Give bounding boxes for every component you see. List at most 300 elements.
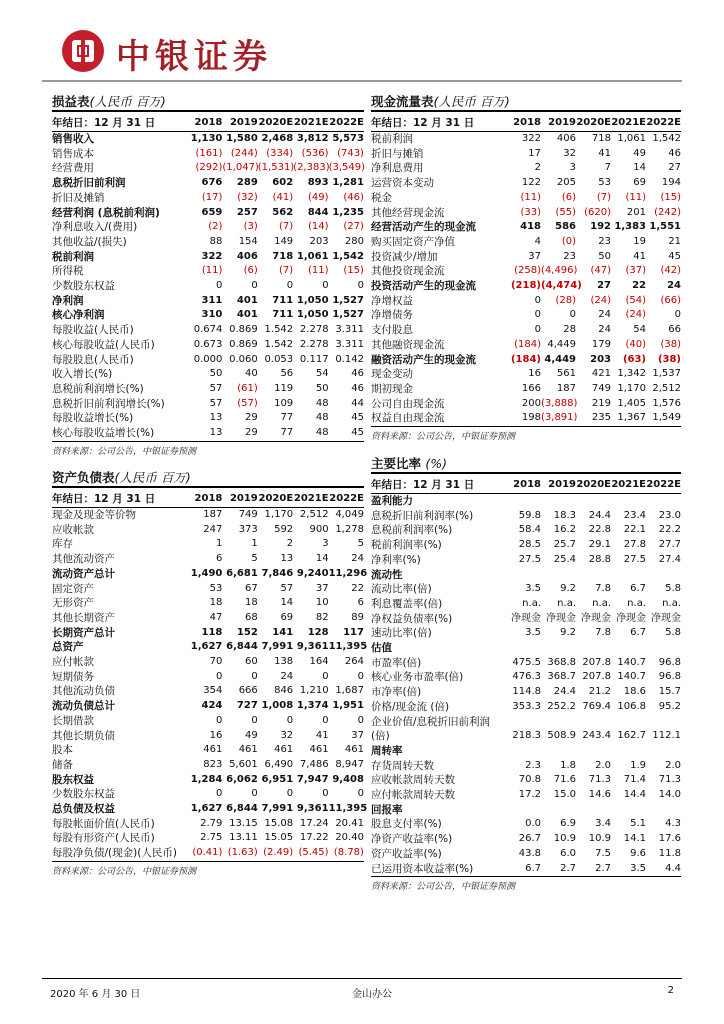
value-cell: 24	[598, 324, 611, 336]
value-cell: 14.4	[623, 789, 646, 801]
value-cell: 88	[209, 235, 223, 247]
value-cell: 14	[315, 553, 329, 565]
row-label: 流动性	[371, 568, 403, 581]
table-row	[371, 367, 681, 382]
value-cell: 13.15	[229, 817, 258, 829]
value-cell: 1,061	[296, 250, 329, 262]
row-label: 少数股东权益	[52, 788, 115, 801]
value-cell: 354	[203, 685, 223, 697]
row-label: 息税前利润率(%)	[371, 524, 453, 537]
table-row	[371, 235, 681, 250]
value-cell: 4.3	[665, 818, 681, 830]
table-row	[371, 862, 681, 878]
value-cell: (620)	[584, 206, 611, 218]
value-cell: 1,284	[190, 773, 223, 785]
row-label: 每股净负债/(现金)(人民币)	[52, 847, 177, 860]
header-year-cell: 2021E	[293, 493, 329, 504]
value-cell: 7.8	[595, 583, 611, 595]
value-cell: 2	[534, 162, 541, 174]
value-cell: 49	[245, 729, 258, 741]
value-cell: 14	[280, 597, 294, 609]
value-cell: 749	[591, 382, 611, 394]
value-cell: 37	[528, 250, 541, 262]
row-label: 流动比率(倍)	[371, 583, 432, 596]
value-cell: 1,374	[296, 700, 329, 712]
row-label: 存货周转天数	[371, 759, 434, 772]
value-cell: 322	[521, 133, 541, 144]
table-row	[371, 206, 681, 221]
value-cell: 1,061	[617, 133, 646, 144]
row-label: 长期借款	[52, 714, 94, 727]
value-cell: 203	[309, 235, 329, 247]
value-cell: 7,947	[296, 773, 329, 785]
value-cell: (54)	[625, 294, 646, 306]
value-cell: 310	[201, 309, 223, 321]
table-row	[52, 670, 364, 685]
header-year-cell: 2021E	[611, 479, 646, 490]
table-row	[52, 802, 368, 817]
row-label: 应付帐款周转天数	[371, 789, 455, 802]
table-row	[371, 494, 681, 509]
value-cell: 22.2	[658, 524, 681, 536]
value-cell	[576, 494, 611, 509]
row-label: 储备	[52, 758, 73, 771]
value-cell: 45	[668, 250, 681, 262]
value-cell: (49)	[308, 191, 329, 203]
table-row	[52, 250, 364, 265]
row-label: 支付股息	[371, 324, 413, 337]
value-cell: 54	[633, 324, 646, 336]
value-cell: 1.542	[264, 324, 294, 336]
table-row	[52, 235, 364, 250]
value-cell: 219	[591, 397, 611, 409]
row-label: 公司自由现金流	[371, 397, 445, 410]
table-row	[52, 773, 364, 788]
value-cell: 23	[598, 235, 611, 247]
value-cell	[506, 568, 541, 583]
value-cell: 0.673	[193, 338, 223, 350]
value-cell	[506, 641, 541, 656]
value-cell: 20.40	[335, 832, 364, 844]
table-row	[52, 582, 364, 597]
row-label: 其他流动负债	[52, 685, 115, 698]
value-cell: 311	[201, 294, 223, 306]
row-label: 收入增长(%)	[52, 368, 113, 381]
row-label: 销售成本	[52, 147, 94, 160]
row-label: 折旧及摊销	[52, 191, 105, 204]
value-cell: 112.1	[652, 730, 681, 742]
table-row	[52, 323, 364, 338]
value-cell: 666	[238, 685, 258, 697]
header-year-cell: 2021E	[611, 117, 646, 128]
value-cell: 280	[344, 235, 364, 247]
value-cell: (32)	[237, 191, 258, 203]
value-cell: (4,474)	[541, 280, 582, 292]
table-row	[52, 743, 364, 758]
row-label: 息税折旧前利润	[52, 177, 126, 190]
table-row	[371, 279, 681, 294]
value-cell: 846	[274, 685, 294, 697]
report-date: 2020 年 6 月 30 日	[50, 989, 141, 1000]
value-cell: 29	[245, 412, 258, 424]
value-cell: (40)	[625, 338, 646, 350]
value-cell: (11)	[201, 265, 223, 277]
value-cell: n.a.	[522, 597, 541, 609]
value-cell: 60	[245, 656, 258, 668]
value-cell: (0)	[561, 235, 576, 247]
value-cell: 0	[251, 670, 258, 682]
row-label: 其他经营现金流	[371, 206, 445, 219]
value-cell: 718	[591, 133, 611, 144]
table-body	[371, 494, 681, 877]
value-cell: n.a.	[662, 597, 681, 609]
value-cell	[611, 744, 646, 759]
value-cell: 1,542	[652, 133, 681, 144]
row-label: 周转率	[371, 744, 403, 757]
row-label: 应付帐款	[52, 656, 94, 669]
value-cell: 3,812	[296, 133, 329, 144]
value-cell: (1.63)	[227, 847, 258, 859]
value-cell: 187	[203, 509, 223, 520]
table-title: 现金流量表(人民币 百万)	[371, 92, 681, 112]
row-label: 投资减少/增加	[371, 250, 438, 263]
value-cell: 59.8	[518, 509, 541, 521]
value-cell: 46	[351, 368, 364, 380]
value-cell: n.a.	[627, 597, 646, 609]
value-cell	[541, 568, 576, 583]
table-row	[52, 537, 364, 552]
value-cell: (11)	[308, 265, 329, 277]
value-cell: 1,170	[264, 509, 294, 520]
header-year-cell: 2019	[229, 493, 258, 504]
table-row	[52, 684, 364, 699]
value-cell	[541, 744, 576, 759]
value-cell: 0	[216, 670, 223, 682]
value-cell: 6	[216, 553, 223, 565]
header-year-cell: 2018	[194, 117, 223, 128]
value-cell: (3)	[243, 221, 258, 233]
header-year-cell: 2018	[513, 117, 541, 128]
value-cell: 0	[569, 309, 576, 321]
cash-flow-table	[371, 92, 681, 445]
value-cell: (42)	[660, 265, 681, 277]
value-cell: 4,449	[547, 338, 576, 350]
value-cell: 769.4	[582, 700, 611, 712]
value-cell: 82	[315, 611, 329, 623]
row-label: 每股帐面价值(人民币)	[52, 817, 155, 830]
value-cell: 0	[251, 714, 258, 726]
value-cell: 602	[272, 177, 294, 189]
row-label: 销售收入	[52, 133, 94, 145]
row-label: 其他长期负债	[52, 729, 115, 742]
value-cell: 95.2	[658, 700, 681, 712]
value-cell: 418	[520, 221, 541, 233]
value-cell: 118	[201, 626, 223, 638]
value-cell: 28	[563, 324, 576, 336]
value-cell: 15.08	[264, 817, 294, 829]
row-label: 每股有形资产(人民币)	[52, 832, 155, 845]
value-cell: 24.4	[553, 686, 576, 698]
value-cell: 11,395	[328, 641, 368, 653]
row-label: 价格/现金流 (倍)	[371, 700, 450, 713]
value-cell: 7	[604, 162, 611, 174]
value-cell: 43.8	[518, 847, 541, 859]
value-cell: 5,573	[332, 133, 364, 144]
row-label: 总资产	[52, 641, 84, 654]
table-header-row	[371, 476, 681, 494]
income-statement-table	[52, 92, 364, 459]
value-cell: 140.7	[617, 656, 646, 668]
table-row	[52, 411, 364, 426]
value-cell: 289	[236, 177, 258, 189]
brand-name: 中银证券	[116, 37, 272, 77]
table-row	[52, 206, 364, 221]
value-cell: 9.2	[560, 583, 576, 595]
value-cell: 66	[668, 324, 681, 336]
value-cell: 264	[344, 656, 364, 668]
table-row	[52, 817, 364, 832]
value-cell: 353.3	[512, 700, 541, 712]
value-cell: 109	[274, 397, 294, 409]
value-cell: 3.311	[335, 338, 364, 350]
value-cell: 20.41	[335, 817, 364, 829]
value-cell: 9,361	[296, 803, 329, 815]
value-cell: 29.1	[588, 539, 611, 551]
value-cell: 179	[591, 338, 611, 350]
table-row	[371, 803, 681, 818]
value-cell: (2,383)	[293, 162, 330, 174]
value-cell: 149	[274, 235, 294, 247]
value-cell: 893	[307, 177, 329, 189]
value-cell: 22	[351, 582, 364, 594]
table-row	[52, 353, 364, 368]
value-cell: (3,891)	[541, 412, 578, 424]
value-cell: 368.8	[547, 656, 576, 668]
value-cell: 0.0	[525, 818, 541, 830]
row-label: 所得税	[52, 265, 84, 278]
row-label: 净权益负债率(%)	[371, 612, 453, 625]
value-cell: 48	[315, 427, 329, 439]
value-cell: 1,281	[332, 177, 364, 189]
row-label: 息税折旧前利润增长(%)	[52, 397, 165, 410]
value-cell: (63)	[622, 353, 646, 365]
value-cell: 32	[563, 147, 576, 159]
value-cell: 476.3	[512, 671, 541, 683]
table-row	[371, 538, 681, 553]
value-cell: 166	[521, 382, 541, 394]
value-cell: 70.8	[518, 774, 541, 786]
source-note: 资料来源：公司公告，中银证券预测	[52, 446, 197, 457]
table-row	[371, 817, 681, 832]
table-row	[52, 279, 364, 294]
value-cell: 6,062	[226, 773, 258, 785]
value-cell: 4,449	[544, 353, 576, 365]
value-cell: 0	[357, 788, 364, 800]
value-cell: 27.4	[658, 553, 681, 565]
value-cell: 46	[668, 147, 681, 159]
value-cell: 57	[209, 382, 223, 394]
table-row	[371, 176, 681, 191]
value-cell: 14.1	[623, 833, 646, 845]
row-label: 融资活动产生的现金流	[371, 353, 476, 366]
table-row	[52, 161, 364, 176]
table-row	[371, 568, 681, 583]
value-cell: 711	[272, 294, 294, 306]
value-cell: 8,947	[335, 758, 364, 770]
value-cell: 3.5	[525, 583, 541, 595]
value-cell: 243.4	[582, 730, 611, 742]
value-cell: 1,527	[332, 309, 364, 321]
row-label: 固定资产	[52, 582, 94, 595]
value-cell: (37)	[625, 265, 646, 277]
row-label: 其他投资现金流	[371, 265, 445, 278]
source-note: 资料来源：公司公告，中银证券预测	[371, 882, 516, 893]
value-cell: 2.79	[200, 817, 223, 829]
value-cell: 净现金	[546, 612, 576, 624]
table-row	[52, 294, 364, 309]
row-label: 盈利能力	[371, 495, 413, 507]
value-cell: 0	[357, 670, 364, 682]
table-row	[371, 308, 681, 323]
value-cell: (8.78)	[333, 847, 364, 859]
value-cell: (15)	[343, 265, 364, 277]
value-cell: 7.8	[595, 627, 611, 639]
value-cell: 461	[238, 744, 258, 756]
value-cell: 122	[521, 177, 541, 189]
value-cell: 6.7	[525, 862, 541, 874]
value-cell: 17.22	[299, 832, 329, 844]
value-cell	[646, 744, 681, 759]
value-cell: 57	[280, 582, 294, 594]
header-year-cell: 2022E	[646, 479, 681, 490]
value-cell: 2.7	[560, 862, 576, 874]
row-label: 市盈率(倍)	[371, 656, 422, 669]
value-cell: 26.7	[518, 833, 541, 845]
value-cell: 1,367	[617, 412, 646, 424]
value-cell: (1,047)	[222, 162, 259, 174]
table-row	[371, 509, 681, 524]
table-row	[52, 147, 364, 162]
table-row	[52, 191, 364, 206]
value-cell: 5	[251, 553, 258, 565]
value-cell	[506, 494, 541, 509]
table-body	[52, 508, 368, 862]
value-cell: 24	[280, 670, 294, 682]
value-cell: 727	[236, 700, 258, 712]
row-label: 净增权益	[371, 294, 413, 307]
row-label: 速动比率(倍)	[371, 627, 432, 640]
value-cell: 6,844	[226, 803, 258, 815]
value-cell: 844	[307, 206, 329, 218]
value-cell: 13	[209, 412, 223, 424]
value-cell: 154	[238, 235, 258, 247]
row-label: 净利息费用	[371, 162, 424, 175]
header-year-cell: 2019	[229, 117, 258, 128]
value-cell: 9,240	[296, 567, 329, 579]
value-cell: 16	[528, 368, 541, 380]
value-cell: 71.3	[588, 774, 611, 786]
value-cell: 9,408	[332, 773, 364, 785]
value-cell	[646, 568, 681, 583]
table-row	[52, 523, 364, 538]
table-row	[371, 353, 681, 368]
row-label: 股本	[52, 744, 73, 757]
value-cell: 22	[632, 280, 646, 292]
value-cell: 2.0	[595, 759, 611, 771]
value-cell: 18	[209, 597, 223, 609]
value-cell: 14.6	[588, 789, 611, 801]
value-cell: 1,537	[652, 368, 681, 380]
value-cell: 0.117	[299, 353, 329, 365]
value-cell: 5.1	[630, 818, 646, 830]
value-cell: 27.8	[623, 539, 646, 551]
value-cell: 1.9	[630, 759, 646, 771]
row-label: 其他流动资产	[52, 553, 115, 566]
row-label: 经营活动产生的现金流	[371, 221, 476, 234]
value-cell: 401	[236, 294, 258, 306]
company-name: 金山办公	[352, 989, 392, 1000]
value-cell: 13	[209, 427, 223, 439]
value-cell: 119	[274, 382, 294, 394]
value-cell: 0	[534, 324, 541, 336]
value-cell: 1,235	[332, 206, 364, 218]
row-label: 税前利润	[371, 133, 413, 145]
table-header-row	[371, 114, 681, 132]
table-body	[371, 132, 681, 427]
header-year-cell: 2019	[548, 117, 576, 128]
value-cell: 205	[556, 177, 576, 189]
row-label: 股东权益	[52, 773, 94, 786]
value-cell: 0	[216, 280, 223, 292]
row-label: 其他融资现金流	[371, 338, 445, 351]
value-cell: 71.3	[658, 774, 681, 786]
value-cell: 322	[201, 250, 223, 262]
value-cell: (334)	[266, 147, 294, 159]
value-cell: 659	[201, 206, 223, 218]
value-cell: 57	[209, 397, 223, 409]
value-cell: 14.0	[658, 789, 681, 801]
header-year-cell: 2020E	[258, 117, 294, 128]
value-cell: 0	[674, 309, 681, 321]
value-cell: (46)	[343, 191, 364, 203]
value-cell: 15.0	[553, 789, 576, 801]
row-label: 少数股东权益	[52, 280, 115, 293]
value-cell: (218)	[510, 280, 541, 292]
value-cell: 11,296	[328, 567, 368, 579]
value-cell: 1,050	[296, 309, 329, 321]
row-label: 核心业务市盈率(倍)	[371, 671, 464, 684]
value-cell: 18.3	[553, 509, 576, 521]
table-row	[371, 553, 681, 568]
value-cell: 17.6	[658, 833, 681, 845]
value-cell: (242)	[654, 206, 681, 218]
value-cell: (0.41)	[192, 847, 223, 859]
value-cell: 0	[251, 788, 258, 800]
value-cell: 17.2	[518, 789, 541, 801]
value-cell: 252.2	[547, 700, 576, 712]
value-cell: (41)	[272, 191, 294, 203]
value-cell: 162.7	[617, 730, 646, 742]
value-cell: 475.5	[512, 656, 541, 668]
value-cell: 71.4	[623, 774, 646, 786]
value-cell	[646, 494, 681, 509]
value-cell: 194	[661, 177, 681, 189]
value-cell: (7)	[596, 191, 611, 203]
value-cell: 823	[203, 758, 223, 770]
value-cell: 24	[598, 309, 611, 321]
value-cell: 22.8	[588, 524, 611, 536]
value-cell: 10	[315, 597, 329, 609]
